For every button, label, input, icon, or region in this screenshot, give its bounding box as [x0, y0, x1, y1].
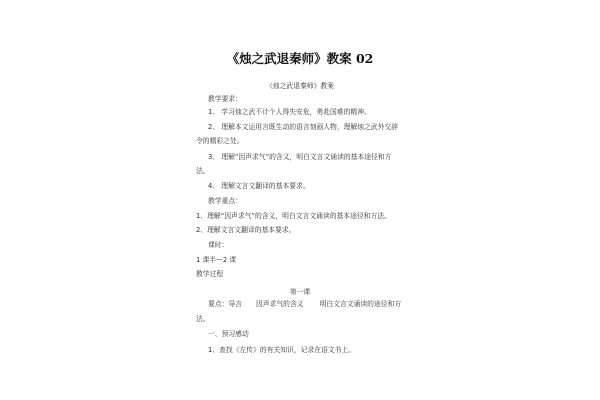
points-label: 要点：导言 [208, 300, 242, 308]
goal-4: 4、 理解文言文翻译的基本要求。 [208, 182, 310, 190]
class-hours-value: 1 课半—2 课 [196, 256, 237, 264]
key-point-1: 1、理解“因声求气”的含义，明白文言文诵读的基本途径和方法。 [196, 212, 391, 220]
key-points-heading: 教学重点： [208, 197, 242, 205]
document-subtitle: 《烛之武退秦师》教案 [266, 82, 334, 90]
points-line-1 [208, 300, 401, 309]
goal-2-line-2: 令的精彩之处。 [196, 137, 244, 145]
goal-1: 1、 学习烛之武不计个人得失安危，勇赴国难的精神。 [208, 108, 371, 116]
points-part-3: 明白文言文诵读的途径和方 [319, 300, 402, 308]
points-part-2: 因声求气的含义 [255, 300, 304, 308]
process-heading: 教学过程 [196, 270, 224, 278]
goal-3-line-2: 法。 [196, 167, 210, 175]
goal-3-line-1: 3、 理解“因声求气”的含义，明白文言文诵读的基本途径和方 [208, 153, 392, 161]
teaching-goals-heading: 教学要求： [208, 95, 242, 103]
points-line-2: 法。 [196, 315, 210, 323]
goal-2-line-1: 2、 理解本文运用言既生动的语言刻画人物，理解烛之武外交辞 [208, 123, 398, 131]
section-1-item-1: 1、查找《左传》的有关知识，记录在语文书上。 [208, 346, 356, 354]
key-point-2: 2、理解文言文翻译的基本要求。 [196, 226, 296, 234]
section-1-heading: 一、预习感动 [208, 330, 249, 338]
lesson-1-heading: 第一课 [289, 288, 311, 296]
document-title: 《烛之武退秦师》教案 02 [226, 51, 374, 66]
class-hours-heading: 课时： [208, 241, 229, 249]
